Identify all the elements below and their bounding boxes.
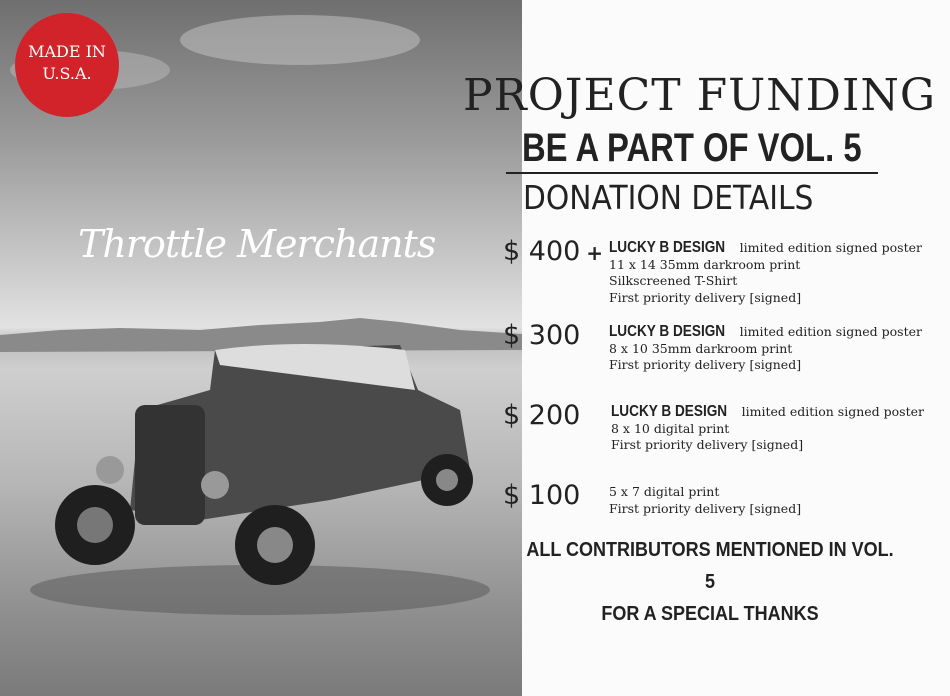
tier-items <box>609 484 801 517</box>
tier-items <box>609 324 922 374</box>
tier-line: 5 x 7 digital print <box>609 484 720 499</box>
badge-line-1: MADE IN <box>28 42 106 61</box>
divider <box>506 172 878 174</box>
tier-brand-desc: limited edition signed poster <box>741 404 924 419</box>
tier-line: First priority delivery [signed] <box>609 357 802 372</box>
tier-price: $ 400 + <box>503 236 604 267</box>
footer-line-2: FOR A SPECIAL THANKS <box>601 603 819 625</box>
section-heading: DONATION DETAILS <box>523 178 814 217</box>
footer-note <box>526 534 895 630</box>
tier-line: First priority delivery [signed] <box>609 289 802 305</box>
tier-price: $ 100 <box>503 480 581 511</box>
brand-logo: Throttle Merchants <box>78 222 436 266</box>
page-title: PROJECT FUNDING <box>463 70 936 121</box>
tier-brand: LUCKY B DESIGN <box>611 403 728 420</box>
tier-items <box>609 240 922 306</box>
tier-line: 8 x 10 digital print <box>611 420 730 436</box>
plus-sign: + <box>586 241 604 265</box>
badge-line-2: U.S.A. <box>42 64 92 83</box>
tier-price: $ 200 <box>503 400 581 431</box>
tier-brand-desc: limited edition signed poster <box>739 240 922 255</box>
tier-price: $ 300 <box>503 320 581 351</box>
tier-line: Silkscreened T-Shirt <box>609 273 738 288</box>
subtitle: BE A PART OF VOL. 5 <box>522 126 862 170</box>
tier-brand: LUCKY B DESIGN <box>609 323 726 340</box>
tier-line: First priority delivery [signed] <box>609 500 802 516</box>
tier-line: 11 x 14 35mm darkroom print <box>609 256 801 272</box>
tier-line: First priority delivery [signed] <box>611 437 804 452</box>
made-in-usa-badge <box>15 13 119 117</box>
tier-brand-desc: limited edition signed poster <box>739 324 922 339</box>
footer-line-1: ALL CONTRIBUTORS MENTIONED IN VOL. 5 <box>526 539 894 593</box>
tier-line: 8 x 10 35mm darkroom print <box>609 340 793 356</box>
tier-items <box>611 404 924 454</box>
tier-brand: LUCKY B DESIGN <box>609 239 726 256</box>
